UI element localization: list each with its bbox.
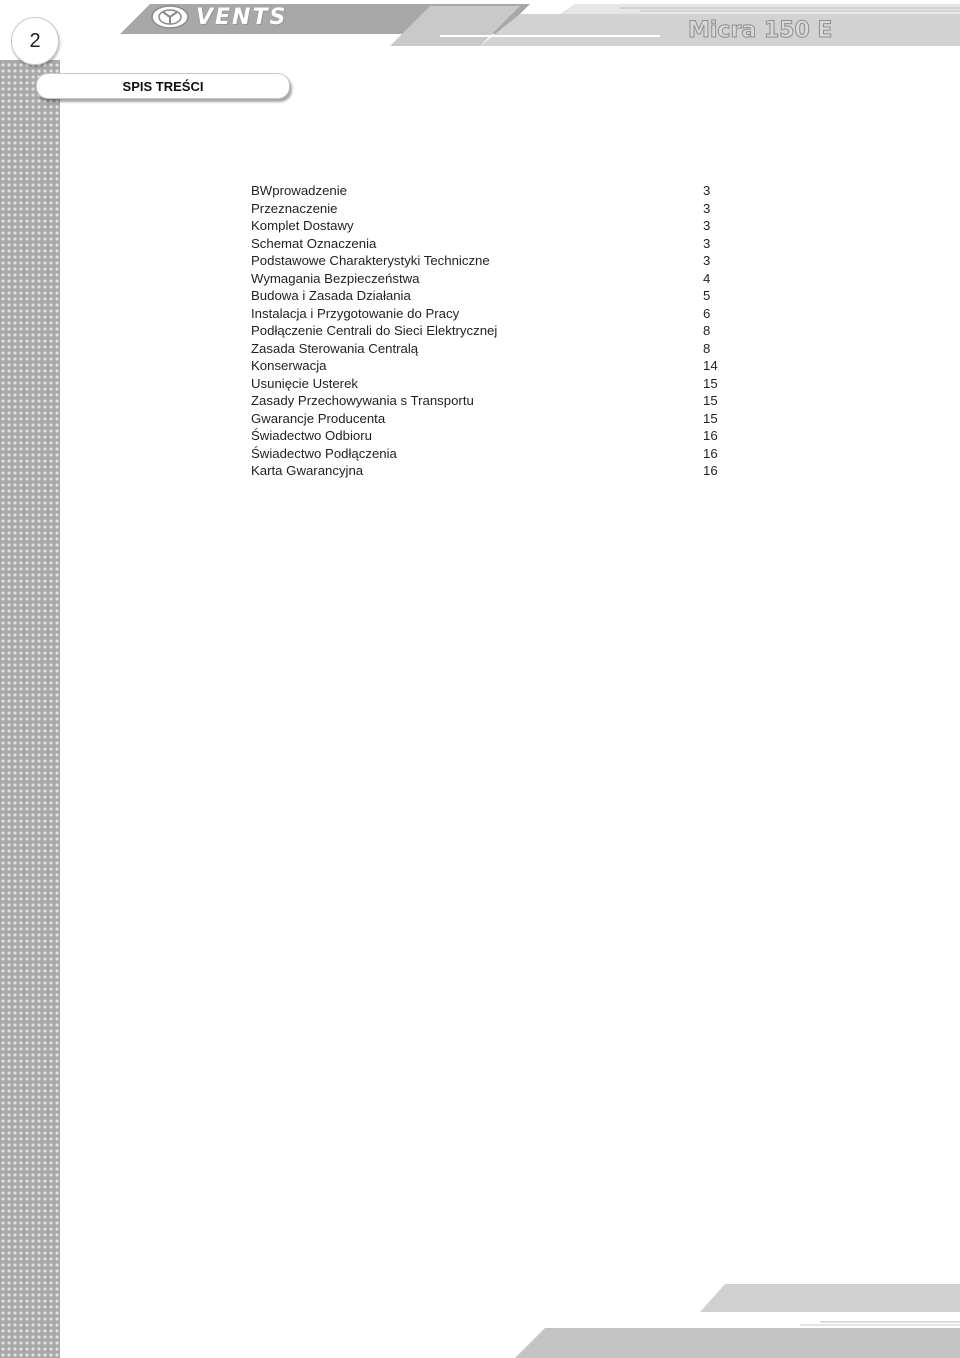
toc-entry [251, 252, 721, 270]
toc-entry [251, 305, 721, 323]
toc-entry-page: 3 [703, 183, 711, 198]
toc-entry-title: BWprowadzenie [251, 183, 348, 198]
toc-entry-title: Gwarancje Producenta [251, 410, 386, 426]
toc-entry-title: Budowa i Zasada Działania [251, 288, 411, 303]
toc-entry-title: Podstawowe Charakterystyki Techniczne [251, 253, 490, 268]
toc-entry [251, 340, 721, 358]
toc-entry-page: 8 [703, 323, 711, 338]
table-of-contents [251, 182, 721, 480]
page-number: 2 [11, 17, 59, 65]
left-dotted-strip [0, 62, 60, 1358]
toc-entry-page: 3 [703, 253, 711, 268]
toc-entry-title: Karta Gwarancyjna [251, 463, 364, 478]
toc-entry-title: Schemat Oznaczenia [251, 235, 377, 251]
toc-entry-page: 15 [703, 410, 718, 426]
toc-entry-title: Usunięcie Usterek [251, 375, 359, 391]
toc-entry [251, 200, 721, 218]
toc-entry-title: Podłączenie Centrali do Sieci Elektrycznej [251, 323, 498, 338]
toc-entry [251, 427, 721, 445]
toc-entry-page: 5 [703, 288, 711, 303]
section-tab [36, 73, 290, 99]
toc-entry-page: 3 [703, 200, 711, 216]
toc-entry-title: Przeznaczenie [251, 200, 338, 216]
toc-entry-page: 16 [703, 428, 718, 443]
toc-entry [251, 462, 721, 480]
toc-entry-title: Świadectwo Podłączenia [251, 445, 397, 461]
fan-logo-icon [150, 4, 190, 30]
toc-entry-page: 3 [703, 235, 711, 251]
toc-entry-page: 16 [703, 445, 718, 461]
toc-entry-title: Komplet Dostawy [251, 218, 354, 233]
toc-entry-page: 8 [703, 340, 711, 356]
toc-entry [251, 357, 721, 375]
toc-entry-page: 14 [703, 358, 718, 373]
toc-entry-title: Wymagania Bezpieczeństwa [251, 270, 420, 286]
toc-entry [251, 322, 721, 340]
toc-entry-page: 4 [703, 270, 711, 286]
toc-entry-page: 3 [703, 218, 711, 233]
section-tab-label: SPIS TREŚCI [122, 78, 204, 94]
model-title: Micra 150 E [688, 18, 833, 43]
toc-entry-title: Konserwacja [251, 358, 327, 373]
toc-entry-title: Świadectwo Odbioru [251, 428, 372, 443]
toc-entry [251, 182, 721, 200]
footer-decoration [0, 1278, 960, 1358]
brand-name: VENTS [196, 4, 288, 30]
toc-entry [251, 270, 721, 288]
toc-entry-title: Zasady Przechowywania s Transportu [251, 393, 474, 408]
toc-entry [251, 392, 721, 410]
vents-logo [150, 4, 287, 30]
toc-entry [251, 375, 721, 393]
toc-entry-page: 6 [703, 305, 711, 321]
toc-entry [251, 235, 721, 253]
toc-entry [251, 410, 721, 428]
toc-entry-page: 16 [703, 463, 718, 478]
toc-entry [251, 445, 721, 463]
toc-entry-page: 15 [703, 393, 718, 408]
toc-entry-title: Instalacja i Przygotowanie do Pracy [251, 305, 460, 321]
toc-entry [251, 217, 721, 235]
toc-entry [251, 287, 721, 305]
toc-entry-title: Zasada Sterowania Centralą [251, 340, 419, 356]
toc-entry-page: 15 [703, 375, 718, 391]
